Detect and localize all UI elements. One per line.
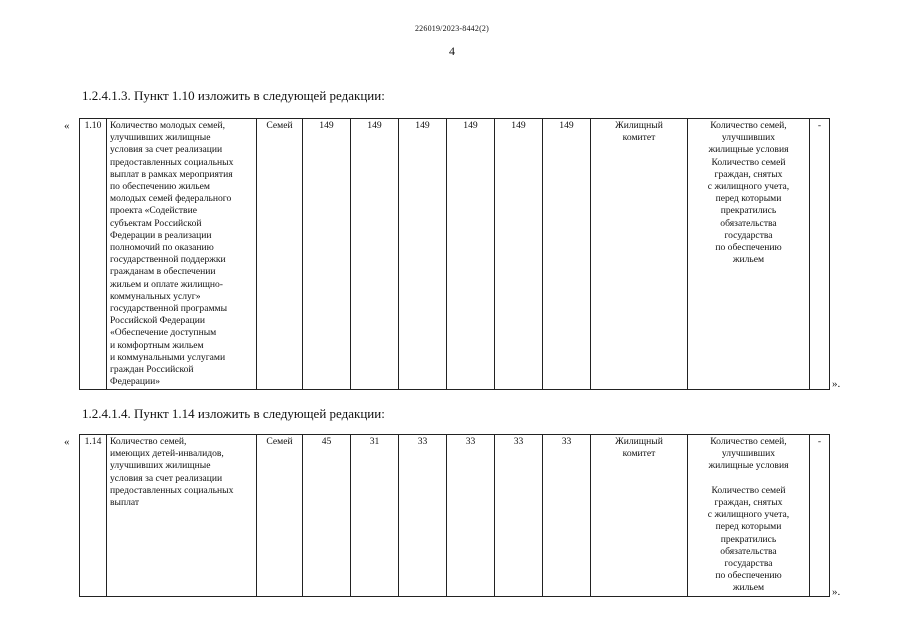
text-line: Количество семей, — [710, 120, 787, 131]
indicator-name — [107, 435, 257, 597]
text-line: с жилищного учета, — [707, 181, 790, 193]
text-line: Российской Федерации — [110, 315, 205, 327]
value-cell: 149 — [543, 119, 591, 390]
unit-cell: Семей — [257, 119, 303, 390]
responsible-cell — [591, 435, 688, 597]
indicator-name — [107, 119, 257, 390]
text-line: улучшивших — [721, 132, 776, 144]
table-row — [80, 435, 830, 597]
text-line: жилищные условия — [708, 144, 789, 156]
text-line: имеющих детей-инвалидов, — [110, 448, 224, 460]
text-line: проекта «Содействие — [110, 205, 197, 217]
value-cell: 149 — [351, 119, 399, 390]
item-number: 1.10 — [80, 119, 107, 390]
text-line: государственной программы — [110, 303, 228, 315]
text-line: жильем — [732, 254, 765, 266]
document-number: 226019/2023-8442(2) — [414, 24, 489, 33]
text-line: Количество семей, — [710, 436, 787, 447]
open-quote-1-10: « — [64, 120, 70, 132]
target-indicator-cell — [688, 435, 810, 597]
responsible-cell — [591, 119, 688, 390]
text-line: граждан Российской — [110, 364, 194, 376]
section-heading-1-14: 1.2.4.1.4. Пункт 1.14 изложить в следующей редакции: — [82, 406, 385, 421]
text-line: по обеспечению жильем — [110, 181, 210, 193]
text-line: Количество семей, — [110, 436, 187, 447]
text-line — [691, 473, 806, 485]
text-line: жильем и оплате жилищно- — [110, 278, 223, 290]
amendment-table-1-14 — [79, 434, 830, 597]
text-line: и коммунальными услугами — [110, 351, 226, 363]
text-line: с жилищного учета, — [707, 509, 790, 521]
text-line: субъектам Российской — [110, 217, 202, 229]
text-line: граждан, снятых — [714, 168, 783, 180]
text-line: предоставленных социальных — [110, 484, 234, 496]
text-line: улучшивших — [721, 448, 776, 460]
text-line: «Обеспечение доступным — [110, 327, 217, 339]
table-row — [80, 119, 830, 390]
close-quote-1-10: ». — [832, 378, 841, 390]
dash-cell: - — [810, 435, 830, 597]
text-line: Количество молодых семей, — [110, 120, 226, 131]
text-line: Количество семей — [711, 484, 786, 496]
dash-cell: - — [810, 119, 830, 390]
unit-cell: Семей — [257, 435, 303, 597]
value-cell: 149 — [303, 119, 351, 390]
text-line: перед которыми — [715, 193, 782, 205]
value-cell: 31 — [351, 435, 399, 597]
text-line: обязательства — [720, 545, 777, 557]
text-line: условия за счет реализации — [110, 144, 223, 156]
text-line: полномочий по оказанию — [110, 242, 214, 254]
text-line: улучшивших жилищные — [110, 132, 211, 144]
value-cell: 33 — [495, 435, 543, 597]
text-line: выплат — [110, 497, 140, 509]
text-line: жильем — [732, 582, 765, 594]
open-quote-1-14: « — [64, 436, 70, 448]
text-line: Федерации» — [110, 376, 161, 388]
text-line: предоставленных социальных — [110, 156, 234, 168]
text-line: выплат в рамках мероприятия — [110, 168, 233, 180]
text-line: граждан, снятых — [714, 497, 783, 508]
target-indicator-cell — [688, 119, 810, 390]
page-number: 4 — [449, 44, 455, 58]
text-line: комитет — [622, 448, 656, 460]
text-line: жилищные условия — [708, 460, 789, 472]
text-line: условия за счет реализации — [110, 472, 223, 484]
text-line: улучшивших жилищные — [110, 460, 211, 472]
text-line: обязательства — [720, 217, 777, 229]
text-line: перед которыми — [715, 521, 782, 533]
text-line: комитет — [622, 132, 656, 144]
section-heading-1-10: 1.2.4.1.3. Пункт 1.10 изложить в следующей редакции: — [82, 88, 385, 103]
text-line: государства — [724, 558, 773, 570]
text-line: государственной поддержки — [110, 254, 226, 266]
value-cell: 149 — [495, 119, 543, 390]
value-cell: 45 — [303, 435, 351, 597]
item-number: 1.14 — [80, 435, 107, 597]
amendment-table-1-10 — [79, 118, 830, 390]
text-line: молодых семей федерального — [110, 193, 232, 205]
value-cell: 33 — [543, 435, 591, 597]
text-line: Количество семей — [711, 156, 786, 168]
text-line: прекратились — [720, 533, 777, 545]
text-line: по обеспечению — [715, 570, 782, 582]
text-line: по обеспечению — [715, 242, 782, 254]
value-cell: 33 — [447, 435, 495, 597]
close-quote-1-14: ». — [832, 586, 841, 598]
text-line: Жилищный — [615, 120, 663, 131]
text-line: гражданам в обеспечении — [110, 266, 216, 278]
value-cell: 149 — [447, 119, 495, 390]
text-line: Федерации в реализации — [110, 229, 212, 241]
text-line: коммунальных услуг» — [110, 290, 201, 302]
value-cell: 33 — [399, 435, 447, 597]
value-cell: 149 — [399, 119, 447, 390]
text-line: и комфортным жильем — [110, 339, 204, 351]
text-line: прекратились — [720, 205, 777, 217]
text-line: Жилищный — [615, 436, 663, 447]
text-line: государства — [724, 229, 773, 241]
